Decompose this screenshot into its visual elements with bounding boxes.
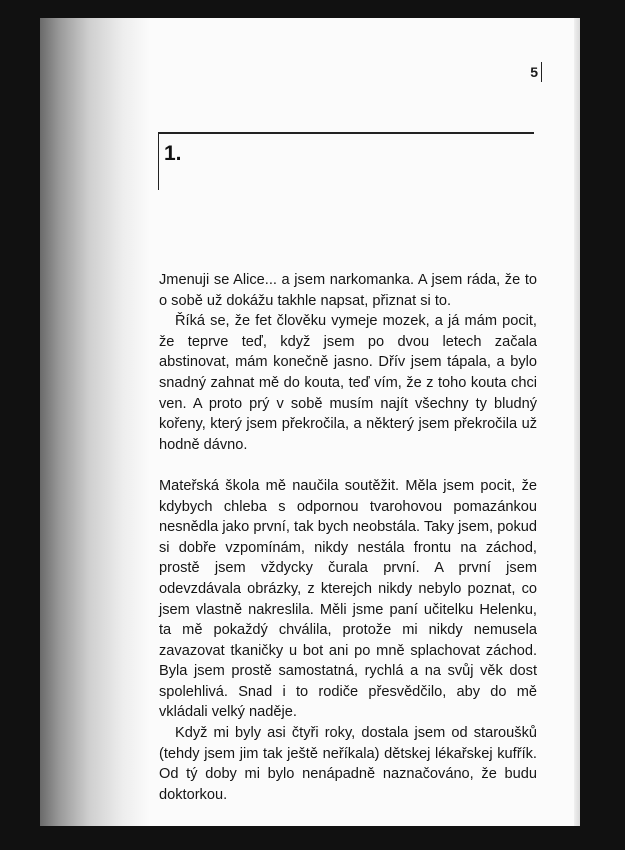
paragraph-fet: Říká se, že fet člověku vymeje mozek, a já mám pocit, že teprve teď, když jsem po dvou letech začala abstinovat, mám konečně jasno. Dřív jsem tápala, a bylo snadný zahnat mě do kouta, teď vím, že z toho kouta chci ven. A proto prý v sobě musím najít všechny ty bludný kořeny, který jsem překročila, a některý jsem překročila už hodně dávno. [159,313,537,453]
body-text [159,270,537,805]
spine-shadow [40,18,150,826]
paragraph-intro: Jmenuji se Alice... a jsem narkomanka. A jsem ráda, že to o sobě už dokážu takhle napsat, přiznat si to. [159,272,537,309]
paragraph-doctor: Když mi byly asi čtyři roky, dostala jsem od staroušků (tehdy jsem jim tak ještě neříkala) dětskej lékařskej kufřík. Od tý doby mi bylo nenápadně naznačováno, že budu doktorkou. [159,725,537,803]
page-number: 5 [518,62,542,82]
book-page [40,18,580,826]
paragraph-school: Mateřská škola mě naučila soutěžit. Měla jsem pocit, že kdybych chleba s odpornou tvarohovou pomazánkou nesnědla jako první, tak bych neobstála. Taky jsem, pokud si dobře vzpomínám, nikdy nestála frontu na záchod, prostě jsem vždycky čurala první. A první jsem odevzdávala obrázky, z kterejch nikdy nebylo poznat, co jsem vlastně nakreslila. Měli jsme paní učitelku Helenku, ta mě pokaždý chválila, protože mi nikdy nemusela zavazovat tkaničky u bot ani po mně splachovat záchod. Byla jsem prostě samostatná, rychlá a na svůj věk dost spolehlivá. Snad i to rodiče přesvědčilo, aby do mě vkládali velký naděje. [159,477,537,721]
page-edge [574,18,580,826]
chapter-rule [158,132,534,134]
chapter-number: 1. [164,142,182,165]
